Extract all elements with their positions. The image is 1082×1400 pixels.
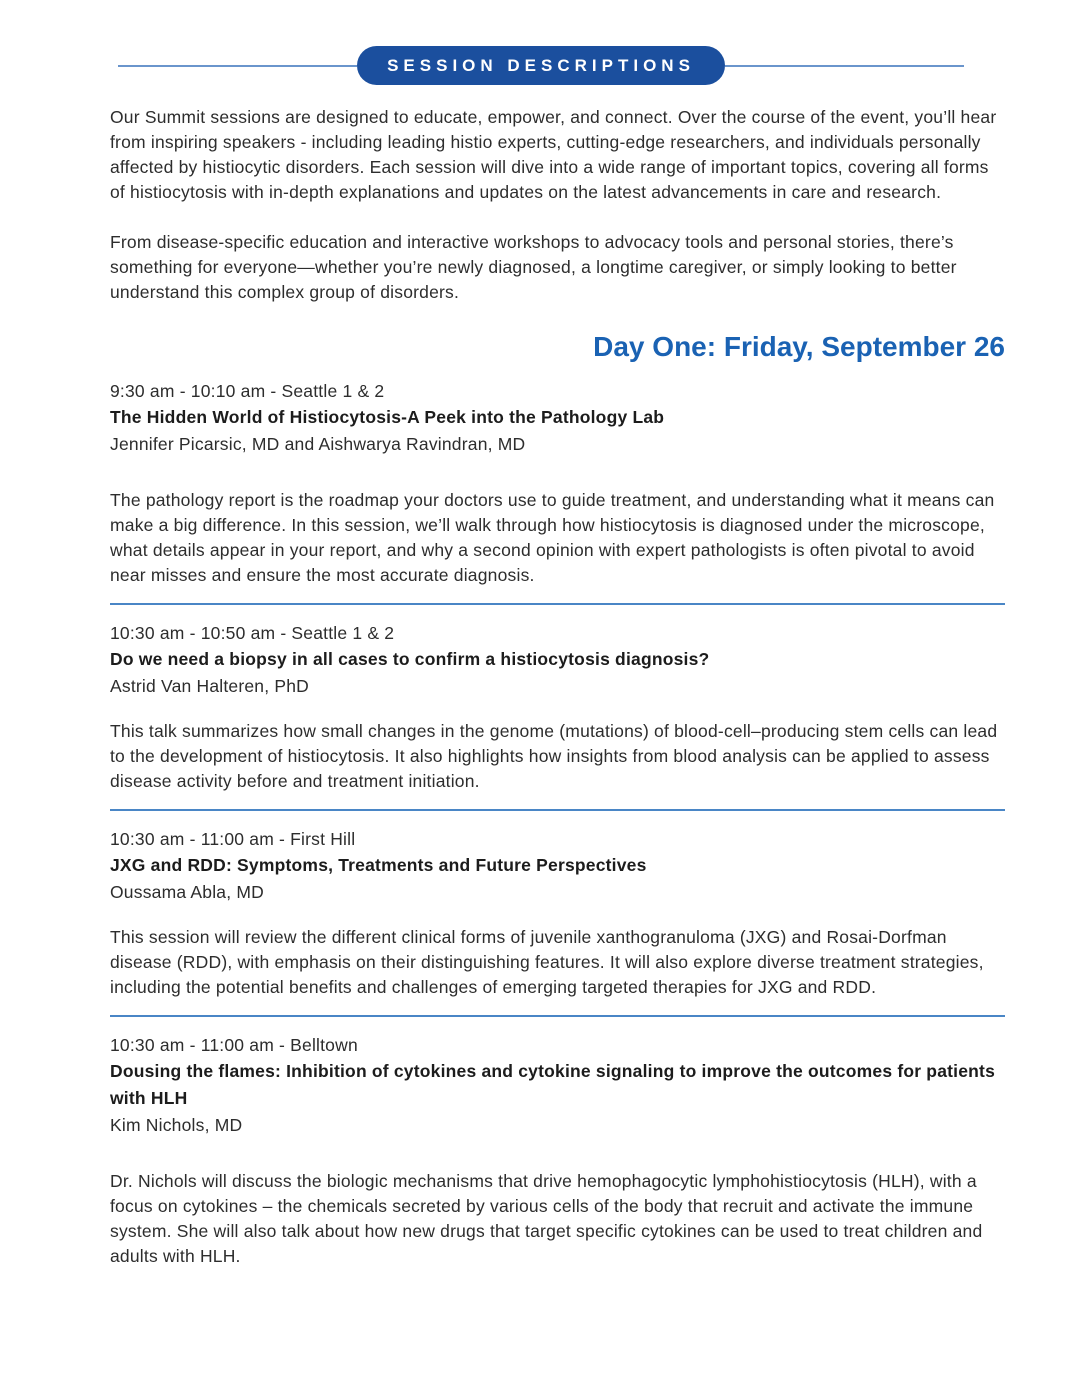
session-description: Dr. Nichols will discuss the biologic mechanisms that drive hemophagocytic lymphohistiocytosis (HLH), with a focus on cytokines – the chemicals secreted by various cells of the body that recruit and activate the immune system. She will also talk about how new drugs that target specific cytokines can be used to treat children and adults with HLH. <box>110 1171 983 1266</box>
header-line-right <box>725 65 964 67</box>
session-time-location: 10:30 am - 11:00 am - Belltown <box>110 1035 358 1055</box>
header-line-left <box>118 65 357 67</box>
section-badge: SESSION DESCRIPTIONS <box>357 46 725 85</box>
session-time-location: 10:30 am - 10:50 am - Seattle 1 & 2 <box>110 623 395 643</box>
session-speakers: Oussama Abla, MD <box>110 882 264 902</box>
session-description: This talk summarizes how small changes in the genome (mutations) of blood-cell–producing stem cells can lead to the development of histiocytosis. It also highlights how insights from blood analysis can be applied to assess disease activity before and treatment initiation. <box>110 721 998 791</box>
session-speakers: Jennifer Picarsic, MD and Aishwarya Ravindran, MD <box>110 434 526 454</box>
session-descriptions-content <box>110 105 1005 1269</box>
session-title: Do we need a biopsy in all cases to confirm a histiocytosis diagnosis? <box>110 649 710 669</box>
session-title: Dousing the flames: Inhibition of cytokines and cytokine signaling to improve the outcomes for patients with HLH <box>110 1061 996 1108</box>
section-divider <box>110 603 1005 605</box>
session-block <box>110 620 1005 794</box>
day-one-heading: Day One: Friday, September 26 <box>593 331 1005 362</box>
session-block <box>110 378 1005 588</box>
intro-paragraph-1: Our Summit sessions are designed to educate, empower, and connect. Over the course of the event, you’ll hear from inspiring speakers - including leading histio experts, cutting-edge researchers, and individuals personally affected by histiocytic disorders. Each session will dive into a wide range of important topics, covering all forms of histiocytosis with in-depth explanations and updates on the latest advancements in care and research. <box>110 107 997 202</box>
session-block <box>110 826 1005 1000</box>
section-divider <box>110 809 1005 811</box>
intro-paragraph-2: From disease-specific education and interactive workshops to advocacy tools and personal stories, there’s something for everyone—whether you’re newly diagnosed, a longtime caregiver, or simply looking to better understand this complex group of disorders. <box>110 232 957 302</box>
session-time-location: 9:30 am - 10:10 am - Seattle 1 & 2 <box>110 381 385 401</box>
session-speakers: Astrid Van Halteren, PhD <box>110 676 310 696</box>
session-block <box>110 1032 1005 1269</box>
section-header <box>118 46 964 85</box>
session-description: The pathology report is the roadmap your doctors use to guide treatment, and understanding what it means can make a big difference. In this session, we’ll walk through how histiocytosis is diagnosed under the microscope, what details appear in your report, and why a second opinion with expert pathologists is often pivotal to avoid near misses and ensure the most accurate diagnosis. <box>110 490 995 585</box>
section-divider <box>110 1015 1005 1017</box>
session-time-location: 10:30 am - 11:00 am - First Hill <box>110 829 356 849</box>
session-description: This session will review the different clinical forms of juvenile xanthogranuloma (JXG) and Rosai-Dorfman disease (RDD), with emphasis on their distinguishing features. It will also explore diverse treatment strategies, including the potential benefits and challenges of emerging targeted therapies for JXG and RDD. <box>110 927 984 997</box>
session-title: The Hidden World of Histiocytosis-A Peek into the Pathology Lab <box>110 407 665 427</box>
session-speakers: Kim Nichols, MD <box>110 1115 243 1135</box>
session-title: JXG and RDD: Symptoms, Treatments and Future Perspectives <box>110 855 647 875</box>
